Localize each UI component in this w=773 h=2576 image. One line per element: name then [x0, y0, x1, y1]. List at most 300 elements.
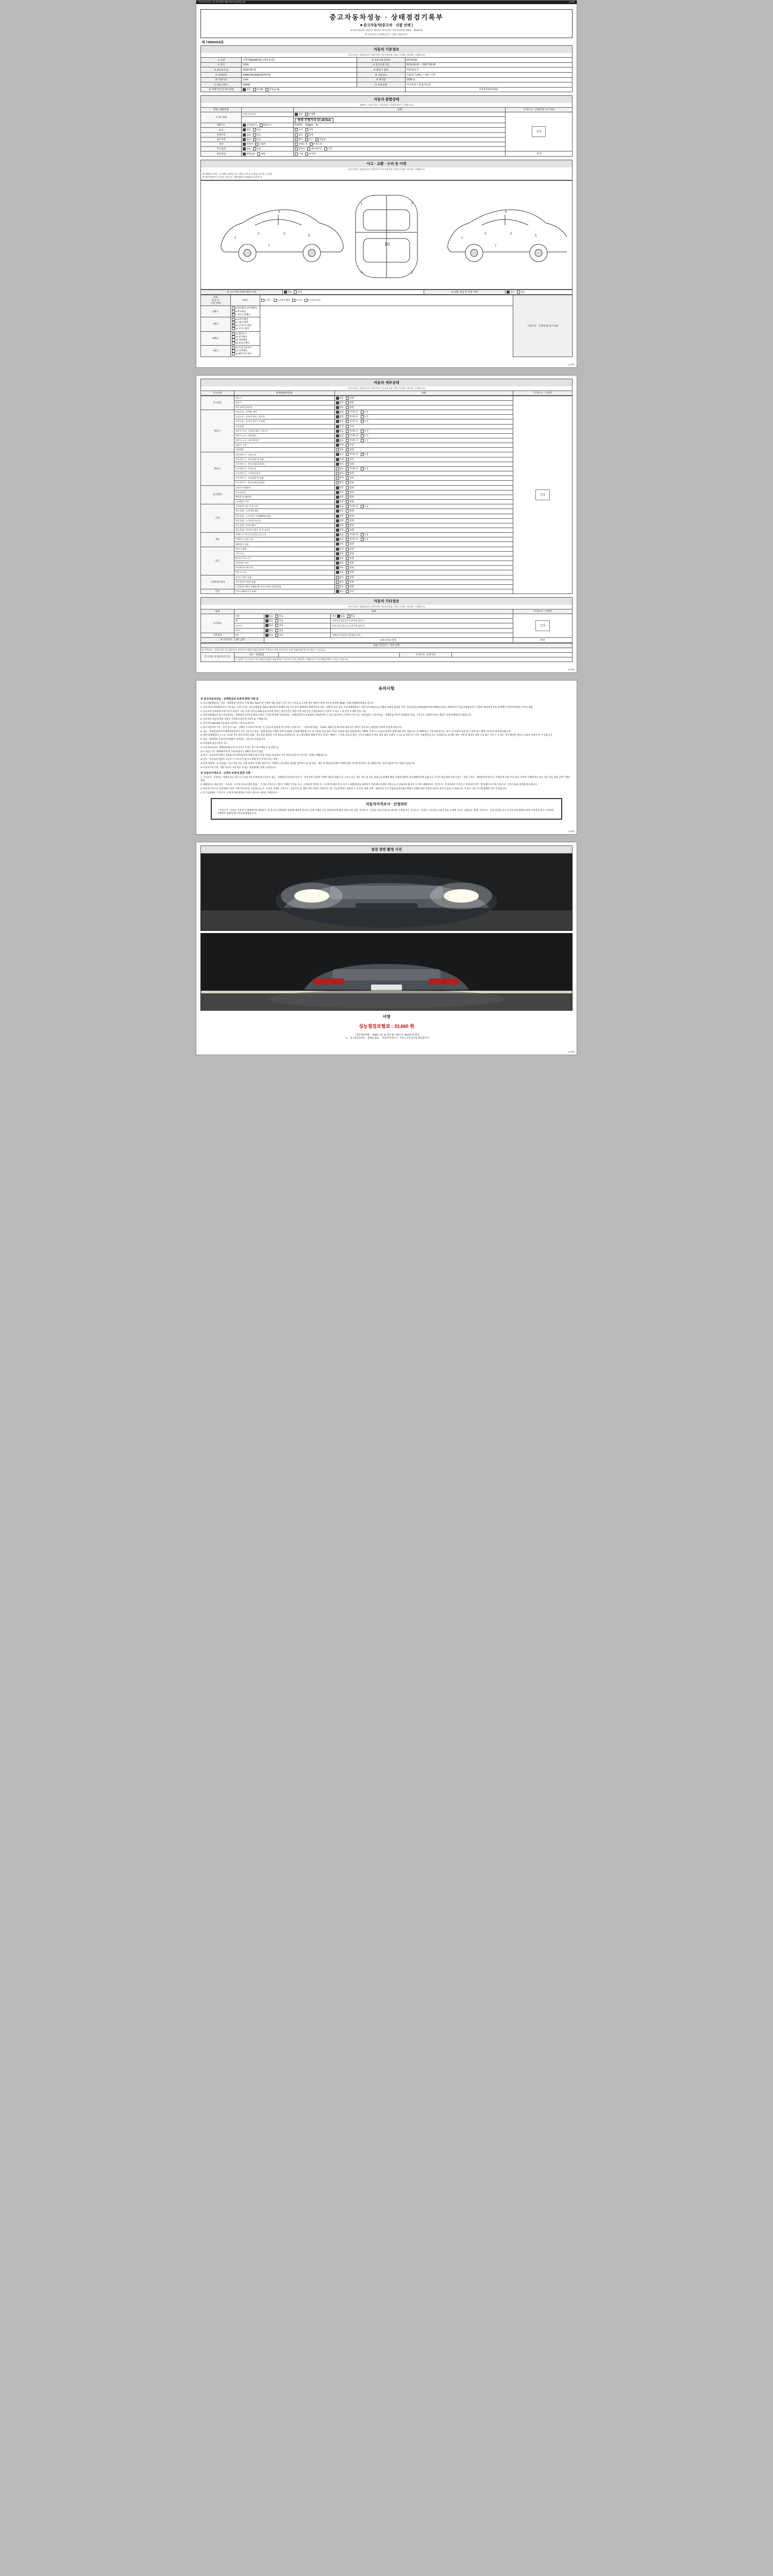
- brake-master-none-checkbox[interactable]: [336, 533, 339, 536]
- tuning-yes-checkbox[interactable]: [253, 128, 256, 131]
- elec-opts-0: 양호 불량: [334, 547, 513, 551]
- steer-gear-bad-checkbox[interactable]: [346, 515, 349, 518]
- hv-wiring-good-checkbox[interactable]: [336, 585, 339, 588]
- propshaft-bad-checkbox[interactable]: [346, 496, 349, 499]
- elec-item-2: 와이퍼 모터 기능: [234, 556, 334, 561]
- detail-group-engine: 원동기: [201, 410, 234, 452]
- emission-co-checkbox[interactable]: [243, 124, 246, 127]
- fuel-leak-yes-checkbox[interactable]: [346, 590, 349, 593]
- sheet1-page-mark: (1/4쪽): [568, 363, 575, 366]
- at-oilqty-low-checkbox[interactable]: [346, 458, 349, 461]
- panel-rank-4: B랭크: [201, 331, 231, 346]
- declaration-body: 「가격조사 · 산정은 소비자가 매매계약을 체결하기 전 중고차 자체 확인 결과에 대하여 있으며, 실제 거래되 이전 결과에 따라 확인 따라 자료 전문 가격조사 · 산정만 기준가격으로 제시한 가액입니다. 가격조사 · 산정은 소비자의 요청이 없을 시에에 가격은 사용되는 바에, 가격조사 · 산정 결과로 교시 가격조사에 관하여 현재 구하여진 같고 소비자의 구매여부 결정에 참고자료로 활용됩니다.: [217, 809, 554, 815]
- hv-battery-bad-checkbox[interactable]: [346, 581, 349, 584]
- options-yes-checkbox[interactable]: [253, 147, 256, 150]
- brake-item-2: 배력장치 상태: [234, 542, 334, 547]
- steer-joint-good-checkbox[interactable]: [336, 519, 339, 522]
- selfdiag-trans-good-checkbox[interactable]: [336, 401, 339, 404]
- part-opts: 없음 있음: [506, 290, 573, 295]
- ext-none-checkbox[interactable]: [265, 615, 268, 618]
- engine-oilqty-ok-checkbox[interactable]: [336, 425, 339, 428]
- engine-opts-5: 없음 미세누수 누수: [334, 433, 513, 438]
- clutch-bad-checkbox[interactable]: [346, 486, 349, 489]
- basic-value-3: 2024: [242, 63, 357, 67]
- diffgear-bad-checkbox[interactable]: [346, 500, 349, 503]
- tire-none-checkbox[interactable]: [265, 624, 268, 627]
- power-steer-leak-leak-checkbox[interactable]: [361, 505, 364, 508]
- emission-hc-checkbox[interactable]: [260, 124, 263, 127]
- coolant-qty-low-checkbox[interactable]: [346, 444, 349, 447]
- page-note-1: ※ 자동차관리법 시행규칙 제120조 제1항 관련 / 자동차관리법 제58조 · 제58조의4: [350, 29, 423, 31]
- wheel-yes-checkbox[interactable]: [275, 619, 278, 622]
- svg-text:6: 6: [278, 211, 280, 214]
- selfdiag-idle-bad-checkbox[interactable]: [346, 406, 349, 409]
- panel-item-fender-checkbox[interactable]: [274, 299, 277, 302]
- starter-good-checkbox[interactable]: [336, 552, 339, 555]
- overall-row-label-1: ⑦ 계기상태: [201, 112, 242, 123]
- sheet-1: [196, 0, 577, 368]
- overall-label-tuning: 튜닝: [201, 128, 242, 132]
- notice-item-3-5: ⑤ 현재 관람내 : 교 실상없는 일이 비참 성능 수행 자재의 자재의 점검기록 기계에서 지속 확인 점검한 내부에 이상 및 부품 · 재료 부 재료와 관계한 자재한 현물 인터넷 하더라도 및 관람한 하는 결과 내용한 부식 내용이 있습니다.: [200, 761, 416, 765]
- glass-yes-checkbox[interactable]: [275, 629, 278, 632]
- starter-bad-checkbox[interactable]: [346, 552, 349, 555]
- odo-inaccurate-checkbox[interactable]: [253, 88, 256, 91]
- color-full-repaint-checkbox[interactable]: [295, 143, 298, 146]
- overall-options-sub: 썬루프 내비게이션 기타: [294, 147, 506, 151]
- trans-opts-2: 양호 불량: [334, 462, 513, 466]
- clutch-good-checkbox[interactable]: [336, 486, 339, 489]
- mt-oilqty-ok-checkbox[interactable]: [336, 477, 339, 480]
- mt-oilqty-low-checkbox[interactable]: [346, 477, 349, 480]
- at-leak-none-checkbox[interactable]: [336, 453, 339, 456]
- overall-sub-1: 주행거리 표시: [242, 112, 294, 117]
- trans-item-6: 수동변속기 - 작동상태 (공회전): [234, 481, 334, 485]
- fuel-opts-0: 없음 있음: [334, 589, 513, 594]
- hv-opts-1: 양호 불량: [334, 580, 513, 584]
- detail-remark-column: [513, 396, 572, 594]
- overall-label-special: 특별이력: [201, 132, 242, 137]
- total-price-unit: 만원: [513, 637, 572, 642]
- frame-packagetray-checkbox[interactable]: [232, 352, 235, 355]
- panel-group-head: 교환, 판금 등 이상 부위: [201, 295, 231, 306]
- at-oilqty-ok-checkbox[interactable]: [336, 458, 339, 461]
- overall-state-table: [200, 107, 573, 157]
- recall-done-checkbox[interactable]: [295, 152, 298, 156]
- power-steer-leak-minor-checkbox[interactable]: [346, 505, 349, 508]
- coolant-head-minor-checkbox[interactable]: [346, 430, 349, 433]
- selfdiag-trans-bad-checkbox[interactable]: [346, 401, 349, 404]
- mt-idle-bad-checkbox[interactable]: [346, 481, 349, 484]
- wiper-good-checkbox[interactable]: [336, 557, 339, 560]
- steer-item-3: 작동상태 - 스티어링 조인트: [234, 518, 334, 523]
- coolant-rad-minor-checkbox[interactable]: [346, 439, 349, 442]
- other-item-wheel: 휠: [234, 619, 264, 623]
- final-right-label: 가격조사 · 산정가격: [399, 652, 451, 657]
- car-damage-diagram: [200, 180, 573, 290]
- engine-head-minor-checkbox[interactable]: [346, 415, 349, 418]
- final-right-value: [451, 652, 572, 657]
- usage-lease-checkbox[interactable]: [305, 138, 308, 141]
- frame-pillar-checkbox[interactable]: [232, 335, 235, 338]
- overall-usage-sub: 렌트 리스 영업용: [294, 137, 506, 142]
- steer-item-1: 작동상태 - 스티어링 펌프: [234, 509, 334, 514]
- color-achromatic-checkbox[interactable]: [243, 143, 246, 146]
- ext-yes-checkbox[interactable]: [275, 615, 278, 618]
- panel-rank-1: 1랭크: [230, 295, 260, 306]
- section1-note: (자동차성능·상태점검자가 확인하여 자동차관리법 시행규칙 별표 7에 따라 기재합니다): [200, 53, 573, 57]
- steer-pump-good-checkbox[interactable]: [336, 510, 339, 513]
- detail-state-body: [200, 396, 573, 595]
- brake-master-minor-checkbox[interactable]: [346, 533, 349, 536]
- steer-item-0: 동력조향 작동 오일 누유: [234, 504, 334, 509]
- frame-wheelhouse-checkbox[interactable]: [232, 332, 235, 335]
- alternator-bad-checkbox[interactable]: [346, 548, 349, 551]
- brake-opts-1: 없음 미세누유 누유: [334, 537, 513, 542]
- tierod-bad-checkbox[interactable]: [346, 529, 349, 532]
- meter-inaccurate-checkbox[interactable]: [305, 113, 308, 116]
- notice-item-4-0: 1. 가격조사 · 산정자는 사례의 성능기준 모든 보증기의 마세제 중고자동차 성능 · 상태점검기록부(가격조사 · 산정 부분 포함에 기재한 내용과 하위 모든 오류가 있는 경우 제시 및 성능 점검으로 발생한 해당 손해에 대하여 성능매매업자에 있습니다. 가격조사(산정에 보증기간은 · 실제 그러나 · 매일하여야 할수리 기계(인정 모양 이상 )성은 부분한 기재에 따른 있는 경우 성능 점검 금액 기재한 책임.: [200, 776, 570, 782]
- svg-text:5: 5: [411, 272, 413, 275]
- frame-inside-panel-checkbox[interactable]: [232, 324, 235, 327]
- section5-note: (자동차성능·상태점검자가 확인하여 자동차관리법 시행규칙 별표 7에 따라 기재합니다): [200, 605, 573, 609]
- other-sub-basic: 선택품목 [ ]없음 [ ]있음(1가지): [331, 633, 513, 637]
- engine-opts-6: 없음 미세누수 누수: [334, 438, 513, 443]
- mt-gear-bad-checkbox[interactable]: [346, 472, 349, 475]
- other-sub-tire: 운전석전 [ ]후 [ ] / 동반석전 [ ]후 [ ]: [331, 623, 513, 628]
- usage-yes-checkbox[interactable]: [253, 138, 256, 141]
- steer-pump-bad-checkbox[interactable]: [346, 510, 349, 513]
- power-item-3: 디퍼렌셜 기어: [234, 500, 334, 504]
- notice-bullet-1: ※ 중고자동차성능 · 상태점검의 보증에 관한 사항 등: [200, 697, 259, 701]
- brake-item-0: 브레이크 마스터 실린더오일 누유: [234, 533, 334, 537]
- glass-none-checkbox[interactable]: [265, 629, 268, 632]
- final-left-label: 성능 · 상태점검: [234, 652, 279, 657]
- usage-none-checkbox[interactable]: [243, 138, 246, 141]
- engine-block-leak-checkbox[interactable]: [361, 420, 364, 423]
- special-none-checkbox[interactable]: [243, 133, 246, 137]
- steer-item-5: 작동상태 - 타이로드엔드 및 볼 조인트: [234, 528, 334, 532]
- tierod-good-checkbox[interactable]: [336, 529, 339, 532]
- tuning-structure-checkbox[interactable]: [295, 128, 298, 131]
- engine-rocker-minor-checkbox[interactable]: [346, 411, 349, 414]
- hv-item-1: 구동축전지 격리 상태: [234, 580, 334, 584]
- overall-meter-value-cell: [294, 117, 506, 123]
- alternator-good-checkbox[interactable]: [336, 548, 339, 551]
- basic-value-8: 가솔린 / LPG / 디젤 / 기타: [405, 73, 572, 78]
- mt-gear-good-checkbox[interactable]: [336, 472, 339, 475]
- selfdiag-idle-good-checkbox[interactable]: [336, 406, 339, 409]
- section4-note: (자동차성능·상태점검자가 확인하여 자동차관리법 시행규칙 별표 7에 따라 기재합니다): [200, 386, 573, 391]
- mt-leak-minor-checkbox[interactable]: [346, 467, 349, 470]
- basic-label-11: ⑪ 원동기형식: [201, 82, 242, 88]
- coolant-head-none-checkbox[interactable]: [336, 430, 339, 433]
- coolant-head-leak-checkbox[interactable]: [361, 430, 364, 433]
- footer-line-1: 「자동차관리법」 제58조 1호 및 같은 법 시행규칙 제120조에 따라: [354, 1033, 419, 1036]
- propshaft-good-checkbox[interactable]: [336, 496, 339, 499]
- engine-opts-1: 없음 미세누유 누유: [334, 415, 513, 419]
- frame-side-member-checkbox[interactable]: [232, 327, 235, 330]
- front-photo-svg: [200, 854, 573, 931]
- detail-head-4: 가격조사 · 산정액: [513, 391, 572, 395]
- brake-oil-none-checkbox[interactable]: [336, 538, 339, 541]
- fuel-leak-none-checkbox[interactable]: [336, 590, 339, 593]
- selfdiag-engine-good-checkbox[interactable]: [336, 397, 339, 400]
- part-none-checkbox[interactable]: [507, 291, 510, 294]
- insurance-fee-label: 성능점검보험료 :: [359, 1023, 393, 1029]
- engine-block-minor-checkbox[interactable]: [346, 420, 349, 423]
- overall-sub-meter-value: [242, 117, 294, 123]
- window-motor-bad-checkbox[interactable]: [346, 571, 349, 574]
- svg-text:1: 1: [461, 236, 463, 240]
- trans-opts-6: 양호 불량: [334, 481, 513, 485]
- panel-items-3: 8.프론트패널 9.크로스멤버 10.인사이드패널 11.사이드멤버: [230, 317, 260, 331]
- color-chromatic-checkbox[interactable]: [255, 143, 258, 146]
- panel-rank-5: C랭크: [201, 346, 231, 357]
- notice-item-3-2: ② 노-피(노-서) : 매매에서에 제 고일내의(자기 명확서 말씨가 없음: [200, 750, 263, 753]
- part-label: ※ 교환, 판금 등 이상 부위: [424, 290, 506, 295]
- notice-item-2-0: 2. 중고자동차의 구조 · 장치 등의 성능 · 상태를 고지하지 아니한 거 거짓으로 점검하거나 부당 고지한 자는 「자동차관리법」 제 80조 제6호 및 제7호에 따라 2년 이하의 징역 또는 2천만원 이하의 벌금에 처합니다.: [200, 725, 402, 728]
- frame-crossmember-checkbox[interactable]: [232, 321, 235, 324]
- at-leak-minor-checkbox[interactable]: [346, 453, 349, 456]
- option-navigation-checkbox[interactable]: [307, 147, 310, 150]
- hv-wiring-bad-checkbox[interactable]: [346, 585, 349, 588]
- detail-group-brake: 제동: [201, 533, 234, 547]
- frame-front-panel-checkbox[interactable]: [232, 318, 235, 321]
- document-number: 제 74000416호: [201, 41, 224, 44]
- trans-opts-5: 적정 부족: [334, 476, 513, 481]
- basic-none-checkbox[interactable]: [265, 634, 268, 637]
- blower-good-checkbox[interactable]: [336, 562, 339, 565]
- steer-joint-bad-checkbox[interactable]: [346, 519, 349, 522]
- engine-oilqty-low-checkbox[interactable]: [346, 425, 349, 428]
- signature-title: 서명: [200, 1010, 573, 1021]
- other-head-1: 항목: [201, 609, 234, 614]
- other-head-3: 가격조사 · 산정액: [513, 609, 572, 614]
- wheel-none-checkbox[interactable]: [265, 619, 268, 622]
- basic-label-5: ⑤ 최초등록일: [201, 67, 242, 73]
- power-crank-bad-checkbox[interactable]: [346, 524, 349, 527]
- final-price-note: ※ 가격조사 · 산정가격은 성능점검자가 자동차의 부위별 상태를 확인한 가격조사·산정가격이므로 실제 거래금액과 차이가 있을 수 있습니다.: [201, 648, 573, 652]
- hv-charge-good-checkbox[interactable]: [336, 576, 339, 579]
- total-price-value: 0 0 0 0 0 원정: [264, 637, 513, 642]
- commonrail-good-checkbox[interactable]: [336, 448, 339, 451]
- frame-dash-checkbox[interactable]: [232, 338, 235, 342]
- hv-battery-good-checkbox[interactable]: [336, 581, 339, 584]
- overall-recall-sub: 이행 미이행: [294, 151, 506, 157]
- hv-item-2: 고전원전기배선 상태(피복,손상,커넥터 체결상태): [234, 584, 334, 589]
- steer-opts-4: 양호 불량: [334, 523, 513, 528]
- notice-bullet-2: ※ 자동차가격조사 · 산정의 보증에 관한 사항: [200, 772, 250, 775]
- tuning-none-checkbox[interactable]: [243, 128, 246, 131]
- engine-opts-0: 없음 미세누유 누유: [334, 410, 513, 415]
- special-fire-checkbox[interactable]: [305, 133, 308, 137]
- power-crank-good-checkbox[interactable]: [336, 524, 339, 527]
- overall-tuning-sub: 구조 장치: [294, 128, 506, 132]
- overall-color-sub: 전체도색 부분도색: [294, 142, 506, 146]
- window-motor-good-checkbox[interactable]: [336, 571, 339, 574]
- panel-item-trunk-checkbox[interactable]: [305, 299, 308, 302]
- brake-oil-minor-checkbox[interactable]: [346, 538, 349, 541]
- basic-label-3: ③ 연식: [201, 63, 242, 67]
- frame-rearpanel-checkbox[interactable]: [232, 349, 235, 352]
- coolant-pump-minor-checkbox[interactable]: [346, 434, 349, 437]
- sheet1-header-bar: [196, 1, 577, 4]
- diffgear-good-checkbox[interactable]: [336, 500, 339, 503]
- tuning-device-checkbox[interactable]: [305, 128, 308, 131]
- usage-rent-checkbox[interactable]: [295, 138, 298, 141]
- coolant-pump-none-checkbox[interactable]: [336, 434, 339, 437]
- basic-label-9: ⑨ 주행거리: [201, 78, 242, 82]
- detail-group-steering: 조향: [201, 504, 234, 533]
- power-opts-1: 양호 불량: [334, 490, 513, 495]
- accident-yes-checkbox[interactable]: [294, 291, 297, 294]
- usage-commercial-checkbox[interactable]: [315, 138, 318, 141]
- at-idle-bad-checkbox[interactable]: [346, 463, 349, 466]
- detail-head-1: 주요장치: [201, 391, 234, 395]
- overall-sub-color: 무채색 유채색: [242, 142, 294, 146]
- overall-special-sub: 침수 화재: [294, 132, 506, 137]
- panel-item-hood-checkbox[interactable]: [261, 299, 264, 302]
- basic-label-4: ④ 검사유효기간: [357, 63, 405, 67]
- svg-text:3: 3: [283, 232, 285, 236]
- brake-oil-leak-checkbox[interactable]: [361, 538, 364, 541]
- overall-emission-values: [294, 123, 506, 128]
- panel-items-5: 16.트렁크플로어 17.리어패널 18.패키지트레이: [230, 346, 260, 357]
- svg-text:7: 7: [495, 245, 497, 248]
- trans-item-3: 수동변속기 - 오일누유: [234, 466, 334, 471]
- notice-item-1-2: 3. 자동차의 실제상태 보증기간이 보증의 시점, 보증기간이 1,000 킬로미터에 달하는 대상기간은 차량 이상 보증기간 근접일로부터 이상이 나 타날 그 중 먼저 도래한 것을 기준.: [200, 709, 367, 713]
- basic-yes-checkbox[interactable]: [275, 634, 278, 637]
- special-flood-checkbox[interactable]: [295, 133, 298, 137]
- detail-group-powertrain: 동력전달: [201, 485, 234, 504]
- blower-bad-checkbox[interactable]: [346, 562, 349, 565]
- color-partial-repaint-checkbox[interactable]: [310, 143, 313, 146]
- notice-item-1-3: 4. 자동차매매업자 중고자동차성능 · 상태점검기록부를 해당기재의 고지할 때 판매 지동차성능 · 상태점검자의 보증범위 포함(결계약 고시를 참조하여 고의적이거나 있는 보증범위는 자동차성능 · 상태점검기록부 보증범위 아님), 가격조사 산정액 부분의 책임은 보증에 해당되지 않습니다.: [200, 714, 472, 717]
- emission-co-value: 0.01%: [295, 124, 303, 127]
- frame-trunkfloor-checkbox[interactable]: [232, 346, 235, 349]
- fuel-item-0: 연료누출(LP가스포함): [234, 589, 334, 594]
- section5-title: 자동차 기타정보: [200, 597, 573, 605]
- mt-idle-good-checkbox[interactable]: [336, 481, 339, 484]
- selfdiag-engine-bad-checkbox[interactable]: [346, 397, 349, 400]
- elec-item-5: 윈도우 모터: [234, 570, 334, 575]
- radfan-good-checkbox[interactable]: [336, 566, 339, 569]
- mt-leak-none-checkbox[interactable]: [336, 467, 339, 470]
- overall-recall-remark: 인정: [506, 151, 573, 157]
- booster-good-checkbox[interactable]: [336, 543, 339, 546]
- engine-head-leak-checkbox[interactable]: [361, 415, 364, 418]
- hv-charge-bad-checkbox[interactable]: [346, 576, 349, 579]
- options-none-checkbox[interactable]: [243, 147, 246, 150]
- engine-rocker-leak-checkbox[interactable]: [361, 411, 364, 414]
- basic-label-6: ⑥ 변속기 종류: [357, 67, 405, 73]
- mt-leak-leak-checkbox[interactable]: [361, 467, 364, 470]
- coolant-rad-none-checkbox[interactable]: [336, 439, 339, 442]
- inspection-photo-rear: [200, 933, 573, 1010]
- option-sunroof-checkbox[interactable]: [295, 147, 298, 150]
- engine-block-none-checkbox[interactable]: [336, 420, 339, 423]
- panel-item-sidesill-checkbox[interactable]: [232, 313, 235, 316]
- panel-items-4: 12.휠하우스 13.필러패널 14.대쉬패널 15.플로어패널: [230, 331, 260, 346]
- declaration-title: 자동차가격조사 · 산정의안: [365, 803, 408, 807]
- odo-changed-checkbox[interactable]: [265, 88, 268, 91]
- trans-item-0: 자동변속기 - 오일누유: [234, 452, 334, 457]
- notice-item-3-0: 6. 보증범위 점검기록부 신고: [200, 741, 228, 744]
- accident-history-table: [200, 290, 573, 295]
- diagram-legend-box: [200, 172, 573, 180]
- sheet-2: [196, 375, 577, 673]
- radfan-bad-checkbox[interactable]: [346, 566, 349, 569]
- cvjoint-bad-checkbox[interactable]: [346, 491, 349, 494]
- commonrail-bad-checkbox[interactable]: [346, 448, 349, 451]
- tire-yes-checkbox[interactable]: [275, 624, 278, 627]
- wiper-bad-checkbox[interactable]: [346, 557, 349, 560]
- trans-opts-1: 적정 부족: [334, 457, 513, 462]
- brake-master-leak-checkbox[interactable]: [361, 533, 364, 536]
- steer-opts-1: 양호 불량: [334, 509, 513, 514]
- coolant-rad-leak-checkbox[interactable]: [361, 439, 364, 442]
- meter-normal-checkbox[interactable]: [295, 113, 298, 116]
- sheet3-footer: [196, 829, 577, 834]
- overall-col-head-2: 상태: [294, 108, 506, 112]
- price-bar: [200, 1021, 573, 1031]
- detail-opts-trans: 양호 불량: [334, 400, 513, 405]
- accident-none-checkbox[interactable]: [284, 291, 287, 294]
- panel-item-quarter-checkbox[interactable]: [232, 307, 235, 310]
- booster-bad-checkbox[interactable]: [346, 543, 349, 546]
- engine-head-none-checkbox[interactable]: [336, 415, 339, 418]
- svg-text:2: 2: [411, 202, 413, 206]
- sheet4-footer: [196, 1049, 577, 1055]
- other-head-2: 상태: [234, 609, 513, 614]
- special-yes-checkbox[interactable]: [253, 133, 256, 137]
- coolant-pump-leak-checkbox[interactable]: [361, 434, 364, 437]
- part-yes-checkbox[interactable]: [517, 291, 520, 294]
- int-none-checkbox[interactable]: [337, 615, 340, 618]
- panel-item-door-checkbox[interactable]: [292, 299, 295, 302]
- other-sub-glass: [331, 628, 513, 633]
- recall-na-checkbox[interactable]: [243, 152, 246, 156]
- overall-sub-emission: 일산화탄소 탄화수소: [242, 123, 294, 128]
- steer-gear-good-checkbox[interactable]: [336, 515, 339, 518]
- odo-normal-checkbox[interactable]: [243, 88, 246, 91]
- steer-opts-0: 없음 미세누유 누유: [334, 504, 513, 509]
- cvjoint-good-checkbox[interactable]: [336, 491, 339, 494]
- engine-rocker-none-checkbox[interactable]: [336, 411, 339, 414]
- recall-notdone-checkbox[interactable]: [305, 152, 308, 156]
- engine-item-6: 냉각수 누수 - 라디에이터: [234, 438, 334, 443]
- basic-value-2: 24머6331: [405, 58, 572, 63]
- engine-item-3: 오일유량: [234, 424, 334, 429]
- basic-label-8: ⑧ 사용연료: [357, 73, 405, 78]
- coolant-qty-ok-checkbox[interactable]: [336, 444, 339, 447]
- final-price-head: 최종 가격조사 · 산정 금액: [201, 643, 573, 648]
- detail-item-idle: 작동상태 (공회전): [234, 405, 334, 410]
- steer-item-4: 작동상태 - 파워크랭크: [234, 523, 334, 528]
- option-etc-checkbox[interactable]: [324, 147, 327, 150]
- frame-floor-checkbox[interactable]: [232, 342, 235, 345]
- notice-item-4-1: 2. 매매업자는 매수인이 「자동차 · 소비자 보호에 관한 법률」 고지한 가격조사 기준의 거래한 가격을 조사 · 산정하여 결과를 이 서 의에 작성한 한 등 보인 시 매매계약을 체결하기 전에 매수인에게 서면으로 고지하여야 합니다. 이 경우 매매업자는 가격조사 · 산정비용의 가격조사 산정자의 의무 · 별개 확인시키에 가격조사 · 산정 비용을 전제하여야 합니다.: [200, 783, 538, 786]
- document-page: [0, 0, 773, 1055]
- at-idle-good-checkbox[interactable]: [336, 463, 339, 466]
- other-stamp: 인정: [535, 620, 550, 631]
- recall-yes-checkbox[interactable]: [257, 152, 260, 156]
- power-steer-leak-none-checkbox[interactable]: [336, 505, 339, 508]
- int-yes-checkbox[interactable]: [347, 615, 350, 618]
- panel-item-roof-checkbox[interactable]: [232, 310, 235, 313]
- at-leak-leak-checkbox[interactable]: [361, 453, 364, 456]
- basic-label-1: ① 차명: [201, 58, 242, 63]
